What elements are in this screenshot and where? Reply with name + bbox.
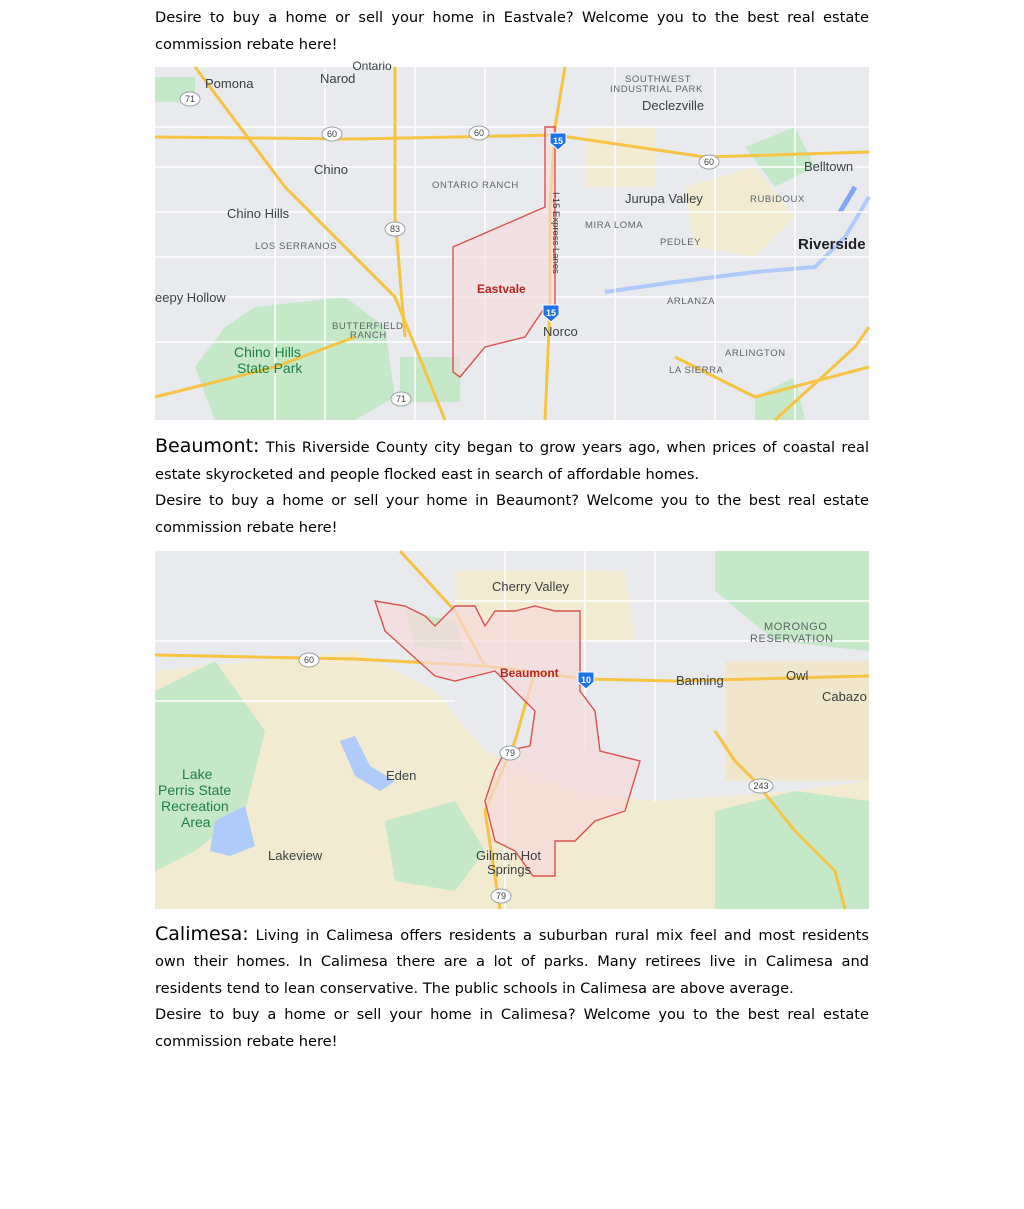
map-label: LOS SERRANOS xyxy=(255,241,338,253)
map-label: Chino xyxy=(314,162,348,178)
route-83-shield xyxy=(385,222,405,236)
calimesa-cta-text: Desire to buy a home or sell your home in Calimesa? Welcome you to the best real estate commission rebate here! xyxy=(155,1006,869,1050)
map-label: Banning xyxy=(676,672,724,688)
calimesa-paragraph xyxy=(155,921,869,1003)
svg-text:60: 60 xyxy=(703,157,715,168)
eastvale-cta xyxy=(155,5,869,58)
map-label: ARLINGTON xyxy=(725,348,786,360)
map-label: Narod xyxy=(320,71,356,87)
map-label: SOUTHWEST xyxy=(625,74,692,86)
route-60-shield xyxy=(299,653,319,667)
map-label: MIRA LOMA xyxy=(585,220,644,232)
map-label: I-15 Express Lanes xyxy=(550,192,561,275)
svg-text:60: 60 xyxy=(473,128,485,139)
svg-text:60: 60 xyxy=(303,654,315,665)
beaumont-cta xyxy=(155,488,869,541)
beaumont-map[interactable] xyxy=(155,551,869,909)
map-label: ARLANZA xyxy=(667,296,716,308)
svg-text:60: 60 xyxy=(326,129,338,140)
route-243-shield xyxy=(749,779,773,793)
map-label: RANCH xyxy=(350,330,387,342)
beaumont-description: This Riverside County city began to grow years ago, when prices of coastal real estate skyrocketed and people flocked east in search of affordable homes. xyxy=(155,439,870,483)
svg-text:10: 10 xyxy=(580,674,592,685)
svg-text:79: 79 xyxy=(504,747,516,758)
eastvale-cta-text: Desire to buy a home or sell your home in Eastvale? Welcome you to the best real estate commission rebate here! xyxy=(155,9,869,53)
calimesa-description: Living in Calimesa offers residents a suburban rural mix feel and most residents own their homes. In Calimesa there are a lot of parks. Many retirees live in Calimesa and residents tend to lean conservative. The public schools in Calimesa are above average. xyxy=(155,926,870,997)
route-79-shield xyxy=(500,746,520,760)
map-label: LA SIERRA xyxy=(669,365,724,377)
map-label: MORONGO xyxy=(764,620,828,633)
map-label: Belltown xyxy=(804,159,854,175)
route-71-shield xyxy=(180,92,200,106)
map-label: Declezville xyxy=(642,98,705,114)
map-label: State Park xyxy=(237,360,303,377)
svg-text:71: 71 xyxy=(184,94,196,105)
beaumont-cta-text: Desire to buy a home or sell your home in Beaumont? Welcome you to the best real estate commission rebate here! xyxy=(155,492,869,536)
map-label: Riverside xyxy=(798,236,866,254)
map-label: Recreation xyxy=(161,797,229,814)
svg-text:71: 71 xyxy=(395,394,407,405)
map-label: Lake xyxy=(182,765,213,782)
map-label: PEDLEY xyxy=(660,237,702,249)
calimesa-cta xyxy=(155,1002,869,1055)
map-label: Chino Hills xyxy=(227,206,290,222)
route-60-shield xyxy=(469,126,489,140)
route-60-shield xyxy=(699,155,719,169)
map-label: RESERVATION xyxy=(750,632,834,645)
map-label: ONTARIO RANCH xyxy=(432,180,519,192)
map-label: Jurupa Valley xyxy=(625,191,703,207)
calimesa-heading: Calimesa: xyxy=(155,922,249,945)
map-label: Ontario xyxy=(352,59,392,74)
svg-text:15: 15 xyxy=(552,136,564,147)
map-label: Chino Hills xyxy=(234,344,301,361)
beaumont-paragraph xyxy=(155,433,869,488)
map-label-eastvale: Eastvale xyxy=(477,282,526,297)
map-label: eepy Hollow xyxy=(155,290,226,306)
map-label: Eden xyxy=(386,767,417,783)
map-label: INDUSTRIAL PARK xyxy=(610,84,703,96)
document-page xyxy=(155,0,869,1056)
map-label-beaumont: Beaumont xyxy=(500,665,559,680)
map-label: Pomona xyxy=(205,76,254,92)
map-label: Norco xyxy=(543,324,578,340)
svg-text:243: 243 xyxy=(753,780,769,791)
map-label: Perris State xyxy=(158,781,232,798)
map-label: Springs xyxy=(487,861,532,877)
map-label: BUTTERFIELD xyxy=(332,321,404,333)
beaumont-heading: Beaumont: xyxy=(155,435,260,458)
svg-text:15: 15 xyxy=(545,308,557,319)
map-label: Gilman Hot xyxy=(476,847,542,863)
route-79-shield xyxy=(491,889,511,903)
svg-text:79: 79 xyxy=(495,890,507,901)
map-label: Owl xyxy=(786,667,809,683)
map-label: Cherry Valley xyxy=(492,578,570,594)
route-60-shield xyxy=(322,127,342,141)
map-label: Lakeview xyxy=(268,847,323,863)
map-label: RUBIDOUX xyxy=(750,194,805,206)
route-71-shield xyxy=(391,392,411,406)
svg-text:83: 83 xyxy=(389,224,401,235)
map-label: Cabazo xyxy=(822,688,867,704)
map-label: Area xyxy=(181,813,211,830)
eastvale-map[interactable] xyxy=(155,59,869,420)
